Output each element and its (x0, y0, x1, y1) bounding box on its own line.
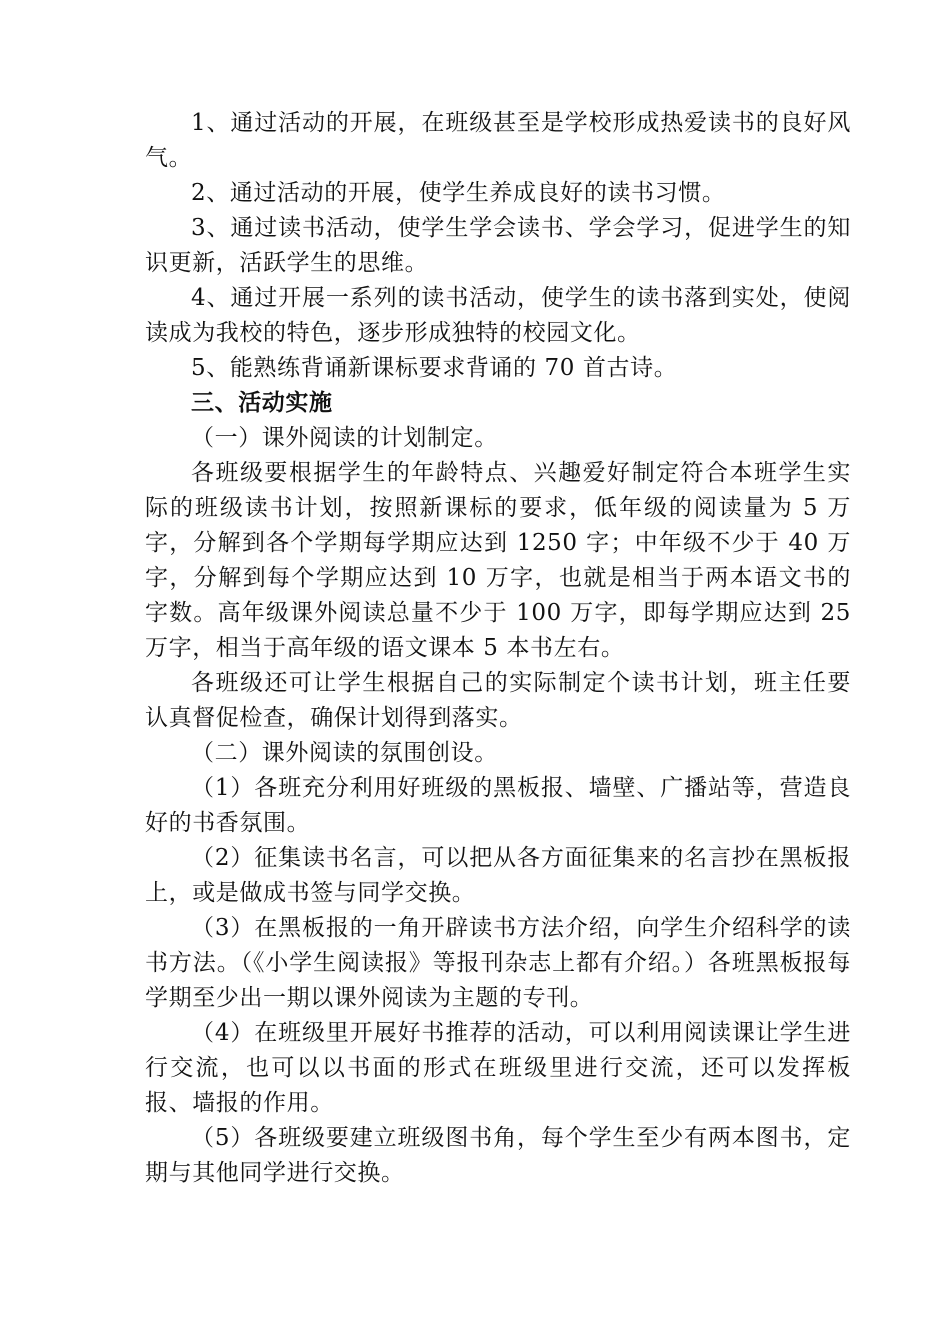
list-item-5: （5）各班级要建立班级图书角，每个学生至少有两本图书，定期与其他同学进行交换。 (145, 1125, 851, 1186)
subsection-heading-2: （二）课外阅读的氛围创设。 (191, 740, 498, 766)
goal-paragraph-2: 2、通过活动的开展，使学生养成良好的读书习惯。 (191, 180, 726, 206)
list-item-2: （2）征集读书名言，可以把从各方面征集来的名言抄在黑板报上，或是做成书签与同学交换。 (145, 845, 851, 906)
goal-paragraph-1: 1、通过活动的开展，在班级甚至是学校形成热爱读书的良好风气。 (145, 110, 851, 171)
body-paragraph: 各班级还可让学生根据自己的实际制定个读书计划，班主任要认真督促检查，确保计划得到落实。 (145, 670, 851, 731)
goal-paragraph-3: 3、通过读书活动，使学生学会读书、学会学习，促进学生的知识更新，活跃学生的思维。 (145, 215, 851, 276)
body-paragraph: 各班级要根据学生的年龄特点、兴趣爱好制定符合本班学生实际的班级读书计划，按照新课标的要求，低年级的阅读量为 5 万字，分解到各个学期每学期应达到 1250 字；中年级不少于 40 万字，分解到每个学期应达到 10 万字，也就是相当于两本语文书的字数。高年级课外阅读总量不少于 100 万字，即每学期应达到 25 万字，相当于高年级的语文课本 5 本书左右。 (145, 460, 851, 661)
list-item-4: （4）在班级里开展好书推荐的活动，可以利用阅读课让学生进行交流，也可以以书面的形式在班级里进行交流，还可以发挥板报、墙报的作用。 (145, 1020, 851, 1116)
list-item-3: （3）在黑板报的一角开辟读书方法介绍，向学生介绍科学的读书方法。（《小学生阅读报》等报刊杂志上都有介绍。）各班黑板报每学期至少出一期以课外阅读为主题的专刊。 (145, 915, 851, 1011)
document-body (145, 106, 851, 1191)
list-item-1: （1）各班充分利用好班级的黑板报、墙壁、广播站等，营造良好的书香氛围。 (145, 775, 851, 836)
section-heading: 三、活动实施 (191, 390, 333, 416)
subsection-heading-1: （一）课外阅读的计划制定。 (191, 425, 498, 451)
goal-paragraph-5: 5、能熟练背诵新课标要求背诵的 70 首古诗。 (191, 355, 678, 381)
goal-paragraph-4: 4、通过开展一系列的读书活动，使学生的读书落到实处，使阅读成为我校的特色，逐步形成独特的校园文化。 (145, 285, 851, 346)
